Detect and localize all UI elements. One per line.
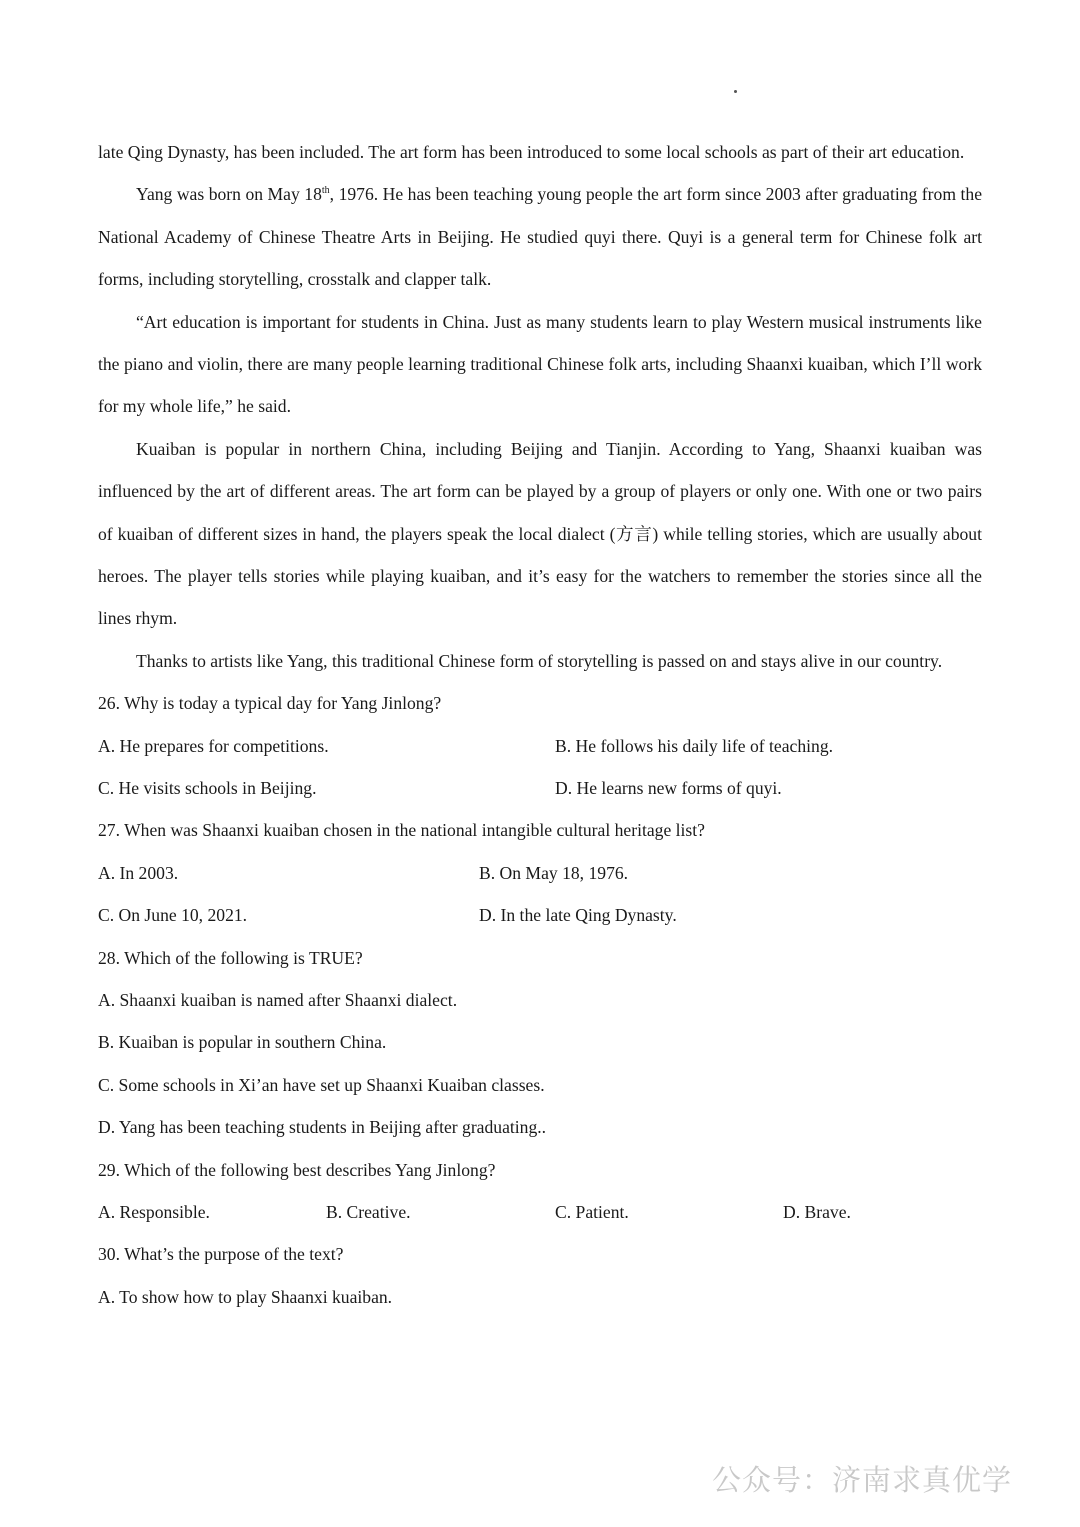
question-26-options-row-1 — [98, 725, 982, 767]
question-29-option-c: C. Patient. — [555, 1201, 629, 1222]
question-28-option-d: D. Yang has been teaching students in Beijing after graduating.. — [98, 1117, 547, 1138]
question-27-option-c: C. On June 10, 2021. — [98, 905, 248, 926]
question-28-option-a: A. Shaanxi kuaiban is named after Shaanxi dialect. — [98, 990, 458, 1011]
question-29-option-d: D. Brave. — [783, 1201, 851, 1222]
passage-paragraph-4: Kuaiban is popular in northern China, including Beijing and Tianjin. According to Yang, Shaanxi kuaiban was influenced by the art of different areas. The art form can be played by a group of players or only one. With one or two pairs of kuaiban of different sizes in hand, the players speak the local dialect (方言) while telling stories, which are usually about heroes. The player tells stories while playing kuaiban, and it’s easy for the watchers to remember the stories since all the lines rhym. — [98, 438, 982, 629]
question-27-option-a: A. In 2003. — [98, 862, 179, 883]
question-26-option-c: C. He visits schools in Beijing. — [98, 778, 317, 799]
question-29-stem: 29. Which of the following best describes Yang Jinlong? — [98, 1159, 496, 1180]
question-26-options-row-2 — [98, 767, 982, 809]
reading-content — [98, 131, 982, 1318]
question-27-stem: 27. When was Shaanxi kuaiban chosen in the national intangible cultural heritage list? — [98, 820, 705, 841]
passage-paragraph-5: Thanks to artists like Yang, this traditional Chinese form of storytelling is passed on and stays alive in our country. — [136, 650, 943, 671]
question-28-option-b: B. Kuaiban is popular in southern China. — [98, 1032, 387, 1053]
question-29-options-row — [98, 1191, 982, 1233]
stray-dot — [734, 90, 737, 93]
question-27-options-row-2 — [98, 894, 982, 936]
question-29-option-a: A. Responsible. — [98, 1201, 210, 1222]
question-26-option-d: D. He learns new forms of quyi. — [555, 778, 782, 799]
question-27-options-row-1 — [98, 852, 982, 894]
paragraph-2-rest: , 1976. He has been teaching young people the art form since 2003 after graduating from the National Academy of Chinese Theatre Arts in Beijing. He studied quyi there. Quyi is a general term for Chinese folk art forms, including storytelling, crosstalk and clapper talk. — [98, 184, 982, 290]
question-26-option-a: A. He prepares for competitions. — [98, 735, 329, 756]
account-watermark: 公众号：济南求真优学 — [712, 1463, 1013, 1497]
question-28-stem: 28. Which of the following is TRUE? — [98, 947, 363, 968]
paragraph-2-start: Yang was born on May 18 — [136, 184, 322, 205]
question-29-option-b: B. Creative. — [326, 1201, 411, 1222]
question-27-option-d: D. In the late Qing Dynasty. — [479, 905, 677, 926]
question-26-option-b: B. He follows his daily life of teaching. — [555, 735, 834, 756]
question-27-option-b: B. On May 18, 1976. — [479, 862, 629, 883]
question-30-stem: 30. What’s the purpose of the text? — [98, 1244, 344, 1265]
ordinal-suffix: th — [321, 185, 330, 197]
passage-paragraph-2 — [98, 173, 982, 300]
passage-paragraph-3: “Art education is important for students in China. Just as many students learn to play Western musical instruments like the piano and violin, there are many people learning traditional Chinese folk arts, including Shaanxi kuaiban, which I’ll work for my whole life,” he said. — [98, 311, 982, 417]
question-26-stem: 26. Why is today a typical day for Yang Jinlong? — [98, 693, 442, 714]
question-30-option-a: A. To show how to play Shaanxi kuaiban. — [98, 1286, 393, 1307]
passage-paragraph-1: late Qing Dynasty, has been included. The art form has been introduced to some local schools as part of their art education. — [98, 142, 965, 162]
question-28-option-c: C. Some schools in Xi’an have set up Shaanxi Kuaiban classes. — [98, 1074, 545, 1095]
